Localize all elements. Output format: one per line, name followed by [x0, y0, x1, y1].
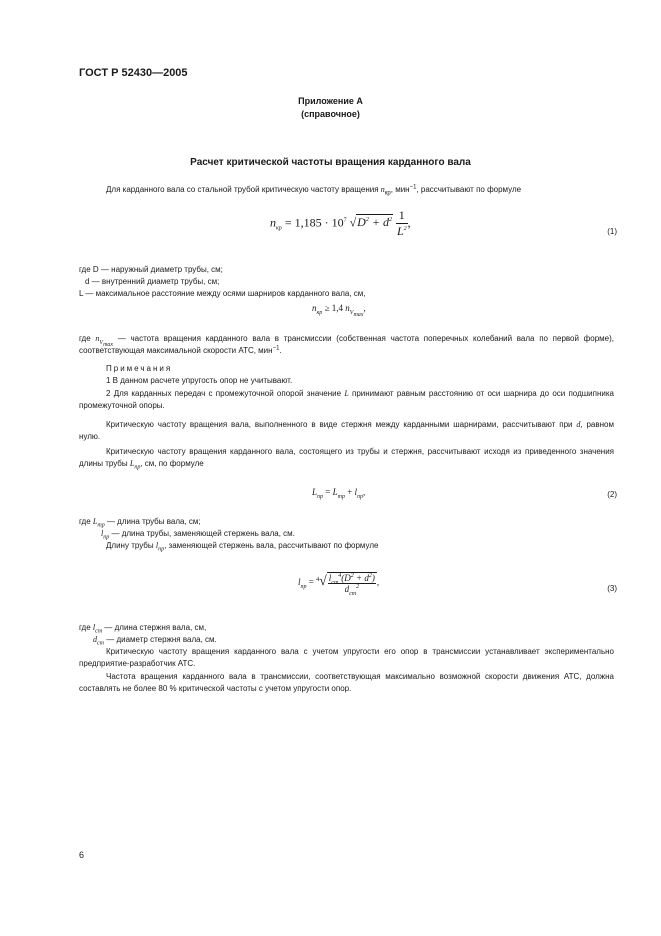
para-rod: Критическую частоту вращения вала, выполненного в виде стержня между карданными шарнирами, рассчитывают при d, равном нулю.: [79, 420, 614, 441]
page-number: 6: [79, 850, 85, 860]
document-code: ГОСТ Р 52430—2005: [79, 67, 188, 79]
equation-3: $l_{пр} = ^4√$ $\frac{l_{ст}^4(D^2 + d^2)}{d_{ст}^2}$ ,: [298, 573, 380, 597]
fraction: $\frac{1}{L^2}$: [396, 208, 407, 238]
para-experimental: Критическую частоту вращения карданного вала с учетом упругости его опор в трансмиссии устанавливает экспериментально предприятие-разработчик АТС.: [79, 647, 614, 668]
annex-title: Приложение А: [298, 96, 363, 106]
equation-3-number: (3): [607, 584, 617, 593]
where-block-1: где D — наружный диаметр трубы, см; d — внутренний диаметр трубы, см; L — максимальное расстояние между осями шарниров карданного вала, см,: [79, 265, 366, 298]
equation-2-number: (2): [607, 490, 617, 499]
note-2: 2 Для карданных передач с промежуточной опорой значение L принимают равным расстоянию от оси шарнира до оси подшипника промежуточной опоры.: [79, 389, 614, 410]
annex-header: [0, 95, 661, 121]
where-block-4: где $l_{ст}$ — длина стержня вала, см, $d_{ст}$ — диаметр стержня вала, см.: [79, 623, 217, 647]
equation-2: $L_{пр} = L_{тр} + l_{пр}$,: [312, 487, 366, 500]
radicand: $D^2 + d^2$: [357, 215, 392, 230]
para-composite: Критическую частоту вращения карданного вала, состоящего из трубы и стержня, рассчитывают исходя из приведенного значения длины трубы $L_{пр}$, см, по формуле: [79, 447, 614, 471]
where-block-3: где $L_{тр}$ — длина трубы вала, см; $l_{пр}$ — длина трубы, заменяющей стержень вала, см. Длину трубы $l_{пр}$, заменяющей стержень вала, рассчитывают по формуле: [79, 517, 379, 553]
section-heading: Расчет критической частоты вращения карданного вала: [190, 157, 471, 168]
intro-paragraph: Для карданного вала со стальной трубой критическую частоту вращения $n_{кр}$, мин$^{-1}$, рассчитывают по формуле: [106, 184, 522, 197]
para-final: Частота вращения карданного вала в трансмиссии, соответствующая максимально возможной скорости движения АТС, должна составлять не более 80 % критической частоты с учетом упругости опор.: [79, 672, 614, 693]
where-block-2: где $n_{V_{max}}$ — частота вращения карданного вала в трансмиссии (собственная частота поперечных колебаний вала по первой форме), соответствующая максимальной скорости АТС, мин$^{-1}$.: [79, 334, 614, 355]
notes-title: Примечания: [106, 364, 173, 373]
annex-type: (справочное): [301, 109, 360, 119]
equation-1: $n_{кр} = 1,185 \cdot 10^7$ $√D^2 + d^2$ $\frac{1}{L^2}$ ,: [270, 208, 411, 238]
equation-1-number: (1): [607, 227, 617, 236]
condition-formula: $n_{кр} \ge 1,4$ $n_{V_{max}}$,: [312, 303, 366, 318]
note-1: 1 В данном расчете упругость опор не учитывают.: [106, 376, 293, 385]
